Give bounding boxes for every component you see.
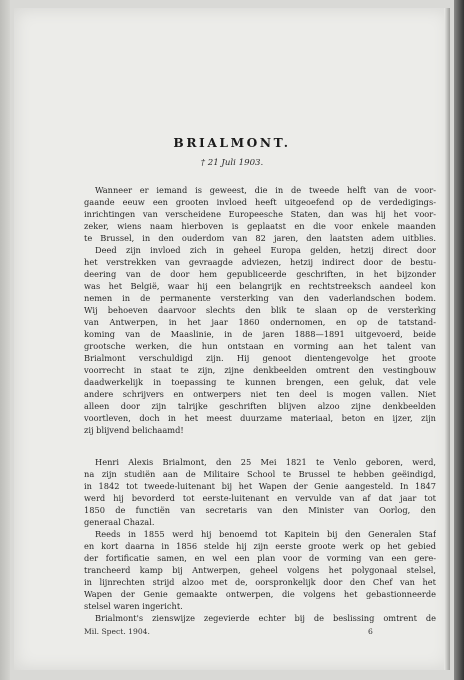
text-line: zij blijvend belichaamd!	[84, 425, 184, 435]
text-line: nemen in de permanente versterking van den vaderlandschen bodem.	[84, 293, 436, 303]
scan-right-edge	[454, 0, 464, 680]
text-line: deering van de door hem gepubliceerde geschriften, in het bijzonder	[84, 269, 436, 279]
page-gutter-shadow	[444, 8, 450, 670]
text-line: gaande eeuw een grooten invloed heeft uitgeoefend op de verdedigings-	[84, 197, 436, 207]
article-title: BRIALMONT.	[173, 136, 291, 150]
text-line: zeker, wiens naam hierboven is geplaatst en die voor enkele maanden	[84, 221, 436, 231]
text-line: voortleven, doch in het meest duurzame materiaal, beton en ijzer, zijn	[84, 413, 436, 423]
text-line: Brialmont verschuldigd zijn. Hij genoot dientengevolge het groote	[84, 353, 436, 363]
text-line: alleen door zijn talrijke geschriften blijven alzoo zijne denkbeelden	[84, 401, 436, 411]
text-line: in 1842 tot tweede-luitenant bij het Wapen der Genie aangesteld. In 1847	[84, 481, 436, 491]
text-line: daadwerkelijk in toepassing te kunnen brengen, een geluk, dat vele	[84, 377, 436, 387]
text-line: Wapen der Genie gemaakte ontwerpen, die volgens het gebastionneerde	[84, 589, 436, 599]
text-line: andere schrijvers en ontwerpers niet ten deel is mogen vallen. Niet	[84, 389, 436, 399]
text-line: Henri Alexis Brialmont, den 25 Mei 1821 te Venlo geboren, werd,	[95, 457, 436, 467]
death-date: † 21 Juli 1903.	[200, 158, 264, 168]
text-line: werd hij bevorderd tot eerste-luitenant en vervulde van af dat jaar tot	[84, 493, 436, 503]
text-line: na zijn studiën aan de Militaire School te Brussel te hebben geëindigd,	[84, 469, 436, 479]
text-line: grootsche werken, die hun ontstaan en vorming aan het talent van	[84, 341, 436, 351]
text-line: inrichtingen van verscheidene Europeesche Staten, dan was hij het voor-	[84, 209, 436, 219]
text-line: voorrecht in staat te zijn, zijne denkbeelden omtrent den vestingbouw	[84, 365, 436, 375]
text-line: Wanneer er iemand is geweest, die in de tweede helft van de voor-	[95, 185, 436, 195]
journal-reference: Mil. Spect. 1904.	[84, 627, 150, 636]
text-line: te Brussel, in den ouderdom van 82 jaren, den laatsten adem uitblies.	[84, 233, 436, 243]
scan-left-edge	[0, 0, 10, 680]
text-line: koming van de Maaslinie, in de jaren 1888—1891 uitgevoerd, beide	[84, 329, 436, 339]
text-line: Brialmont's zienswijze zegevierde echter bij de beslissing omtrent de	[95, 613, 436, 623]
text-line: en kort daarna in 1856 stelde hij zijn eerste groote werk op het gebied	[84, 541, 436, 551]
text-line: was het België, waar hij een belangrijk en rechtstreeksch aandeel kon	[84, 281, 436, 291]
text-line: het verstrekken van gevraagde adviezen, hetzij indirect door de bestu-	[84, 257, 436, 267]
text-line: Reeds in 1855 werd hij benoemd tot Kapitein bij den Generalen Staf	[95, 529, 436, 539]
text-line: der fortificatie samen, en wel een plan voor de vorming van een gere-	[84, 553, 436, 563]
text-line: 1850 de functiën van secretaris van den Minister van Oorlog, den	[84, 505, 436, 515]
book-page	[14, 8, 450, 670]
text-line: Deed zijn invloed zich in geheel Europa gelden, hetzij direct door	[95, 245, 436, 255]
text-line: stelsel waren ingericht.	[84, 601, 183, 611]
text-line: generaal Chazal.	[84, 517, 155, 527]
text-line: van Antwerpen, in het jaar 1860 ondernomen, en op de tatstand-	[84, 317, 436, 327]
text-line: Wij behoeven daarvoor slechts den blik te slaan op de versterking	[84, 305, 436, 315]
text-line: in lijnrechten strijd alzoo met de, oorspronkelijk door den Chef van het	[84, 577, 436, 587]
page-number: 6	[368, 627, 373, 636]
text-line: trancheerd kamp bij Antwerpen, geheel volgens het polygonaal stelsel,	[84, 565, 436, 575]
